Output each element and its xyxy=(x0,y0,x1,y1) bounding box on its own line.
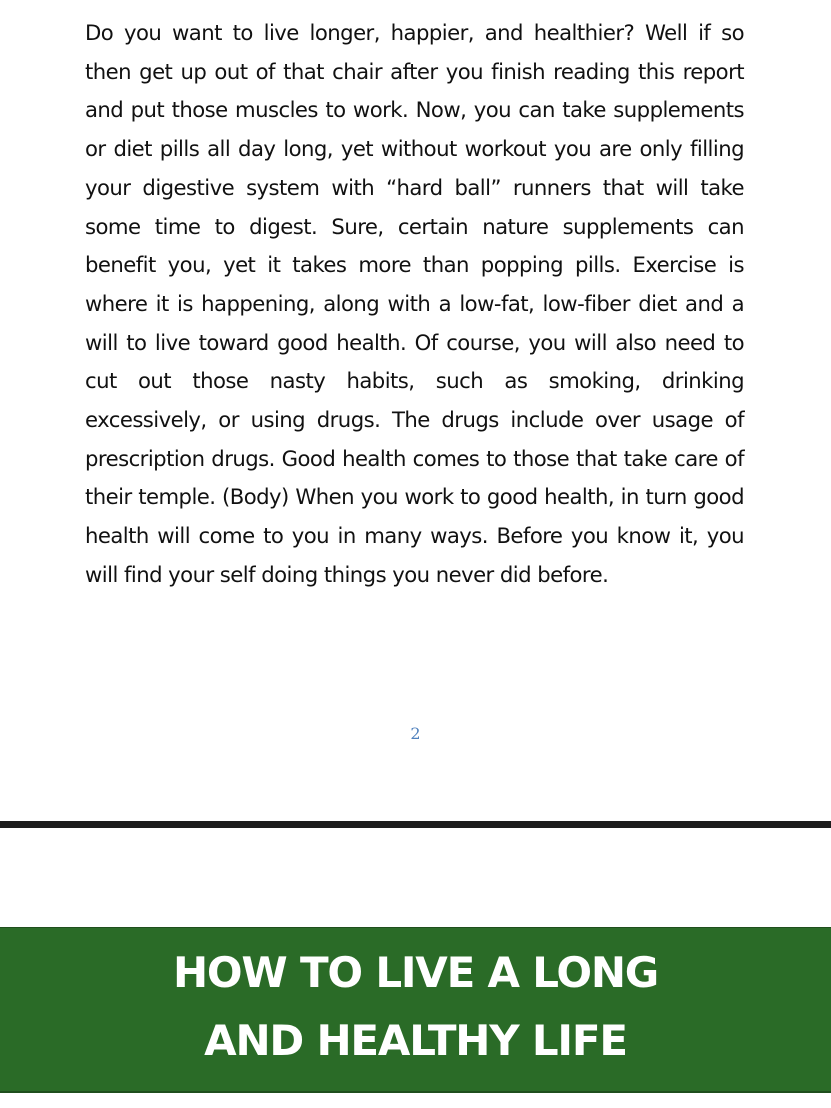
next-document-page xyxy=(0,828,831,1108)
title-line-1: HOW TO LIVE A LONG xyxy=(172,948,659,997)
title-line-2: AND HEALTHY LIFE xyxy=(204,1016,627,1065)
page-separator xyxy=(0,821,831,828)
page-number: 2 xyxy=(410,724,421,743)
body-paragraph: Do you want to live longer, happier, and healthier? Well if so then get up out of that chair after you finish reading this report and put those muscles to work. Now, you can take supplements or diet pills all day long, yet without workout you are only filling your digestive system with “hard ball” runners that will take some time to digest. Sure, certain nature supplements can benefit you, yet it takes more than popping pills. Exercise is where it is happening, along with a low-fat, low-fiber diet and a will to live toward good health. Of course, you will also need to cut out those nasty habits, such as smoking, drinking excessively, or using drugs. The drugs include over usage of prescription drugs. Good health comes to those that take care of their temple. (Body) When you work to good health, in turn good health will come to you in many ways. Before you know it, you will find your self doing things you never did before. xyxy=(85,20,744,587)
title-banner xyxy=(0,927,831,1093)
